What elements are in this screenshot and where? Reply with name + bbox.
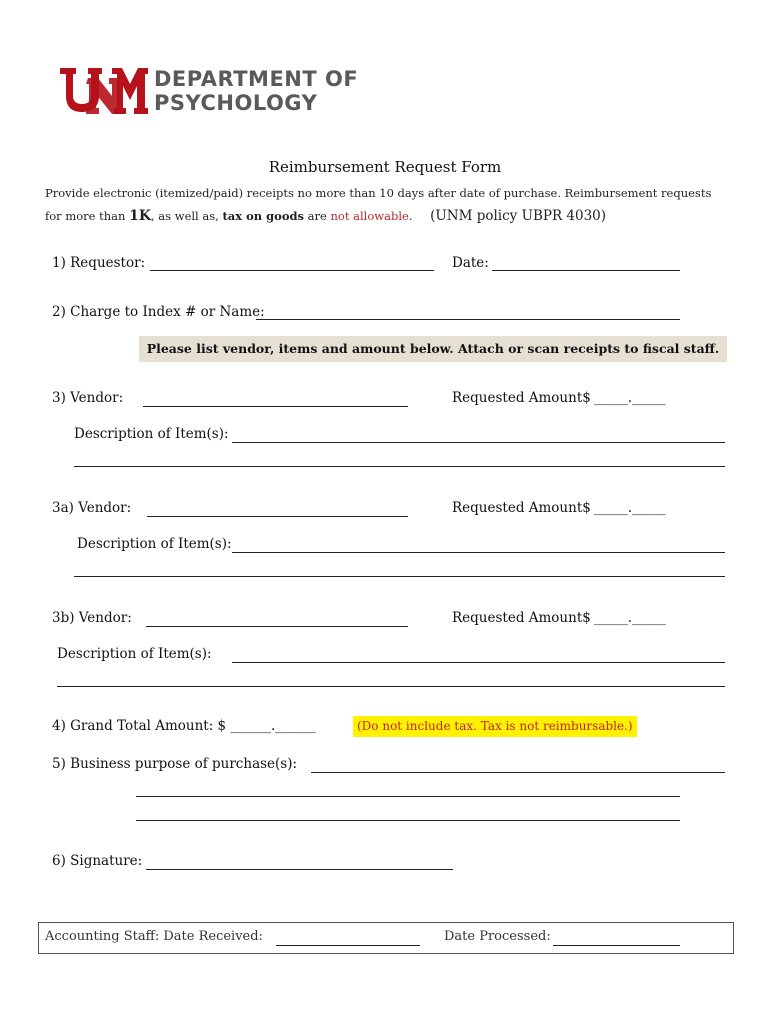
intro-line-1: Provide electronic (itemized/paid) receipts no more than 10 days after date of purchase. Reimbursement requests [45, 186, 712, 200]
business-purpose-field[interactable] [311, 772, 725, 773]
date-processed-label: Date Processed: [444, 929, 551, 944]
intro-text: are [304, 209, 331, 223]
department-line-1: DEPARTMENT OF [154, 67, 359, 91]
vendor-3-label: 3) Vendor: [52, 390, 124, 406]
description-3a-label: Description of Item(s): [77, 536, 232, 552]
amount-3-label: Requested Amount$ [452, 390, 591, 406]
vendor-3a-label: 3a) Vendor: [52, 500, 132, 516]
description-3-label: Description of Item(s): [74, 426, 229, 442]
vendor-3b-field[interactable] [146, 626, 408, 627]
intro-text: , as well as, [151, 209, 223, 223]
policy-reference: (UNM policy UBPR 4030) [430, 208, 607, 224]
form-title: Reimbursement Request Form [268, 158, 502, 176]
intro-text: for more than [45, 209, 130, 223]
unm-logo-icon [58, 64, 150, 120]
intro-line-2 [45, 208, 606, 224]
vendor-3-field[interactable] [143, 406, 408, 407]
amount-3b-field[interactable]: _____._____ [594, 610, 666, 626]
vendor-3a-field[interactable] [147, 516, 408, 517]
description-3b-label: Description of Item(s): [57, 646, 212, 662]
description-3a-field[interactable] [232, 552, 725, 553]
instruction-banner-text: Please list vendor, items and amount below. Attach or scan receipts to fiscal staff. [146, 341, 720, 356]
no-tax-warning: (Do not include tax. Tax is not reimbursable.) [353, 716, 637, 737]
date-field[interactable] [492, 270, 680, 271]
intro-tax-on-goods: tax on goods [222, 209, 305, 223]
description-3b-field-line-2[interactable] [57, 686, 725, 687]
charge-index-label: 2) Charge to Index # or Name: [52, 304, 265, 320]
department-line-2: PSYCHOLOGY [154, 91, 318, 115]
amount-3a-label: Requested Amount$ [452, 500, 591, 516]
intro-not-allowable: not allowable [330, 209, 409, 223]
business-purpose-field-line-2[interactable] [136, 796, 680, 797]
date-label: Date: [452, 255, 489, 271]
description-3-field-line-2[interactable] [74, 466, 725, 467]
intro-text: . [408, 209, 413, 223]
amount-3-field[interactable]: _____._____ [594, 390, 666, 406]
instruction-banner [139, 336, 727, 362]
signature-field[interactable] [146, 869, 453, 870]
description-3b-field[interactable] [232, 662, 725, 663]
unm-psychology-logo [58, 64, 388, 120]
grand-total-field[interactable]: 4) Grand Total Amount: $ ______.______ [52, 718, 316, 734]
business-purpose-field-line-3[interactable] [136, 820, 680, 821]
date-processed-field[interactable] [553, 945, 680, 946]
signature-label: 6) Signature: [52, 853, 143, 869]
vendor-3b-label: 3b) Vendor: [52, 610, 132, 626]
amount-3b-label: Requested Amount$ [452, 610, 591, 626]
charge-index-field[interactable] [256, 319, 680, 320]
date-received-field[interactable] [276, 945, 420, 946]
accounting-staff-box [38, 922, 734, 954]
date-received-label: Accounting Staff: Date Received: [45, 929, 263, 944]
amount-3a-field[interactable]: _____._____ [594, 500, 666, 516]
requestor-field[interactable] [150, 270, 434, 271]
description-3-field[interactable] [232, 442, 725, 443]
description-3a-field-line-2[interactable] [74, 576, 725, 577]
intro-limit: 1K [129, 208, 151, 224]
business-purpose-label: 5) Business purpose of purchase(s): [52, 756, 298, 772]
requestor-label: 1) Requestor: [52, 255, 146, 271]
